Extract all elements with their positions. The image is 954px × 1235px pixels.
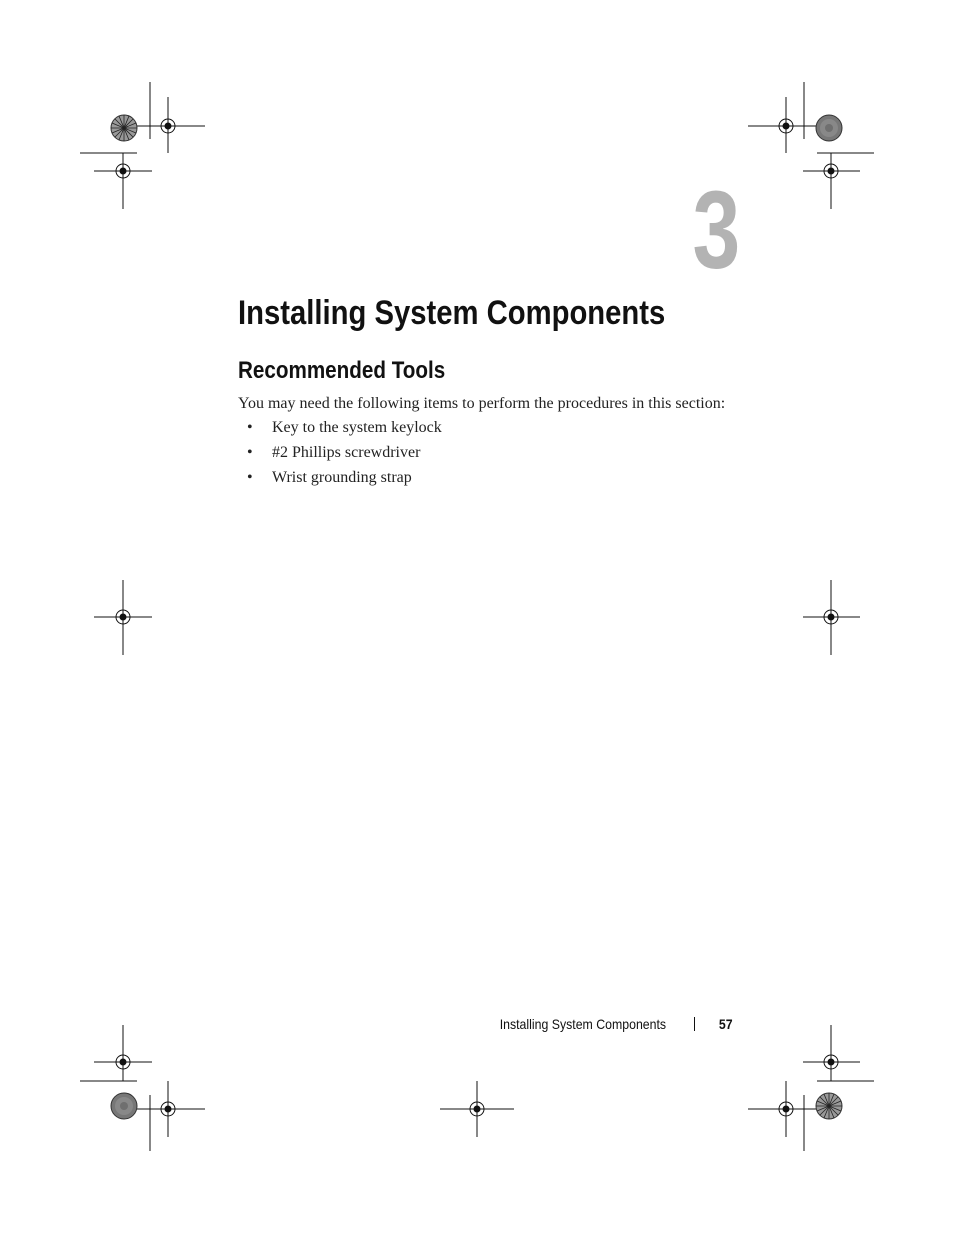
section-heading: Recommended Tools [238,357,446,384]
section-intro: You may need the following items to perform the procedures in this section: [238,395,726,412]
chapter-title: Installing System Components [238,294,666,332]
bullet: • [247,444,253,461]
footer-chapter-label: Installing System Components [499,1016,666,1032]
list-item-text: #2 Phillips screwdriver [272,444,421,461]
chapter-number: 3 [692,169,740,292]
page-number: 57 [719,1016,733,1032]
list-item-text: Wrist grounding strap [272,469,412,486]
footer-divider [694,1017,695,1031]
list-item-text: Key to the system keylock [272,419,442,436]
bullet: • [247,419,253,436]
bullet: • [247,469,253,486]
